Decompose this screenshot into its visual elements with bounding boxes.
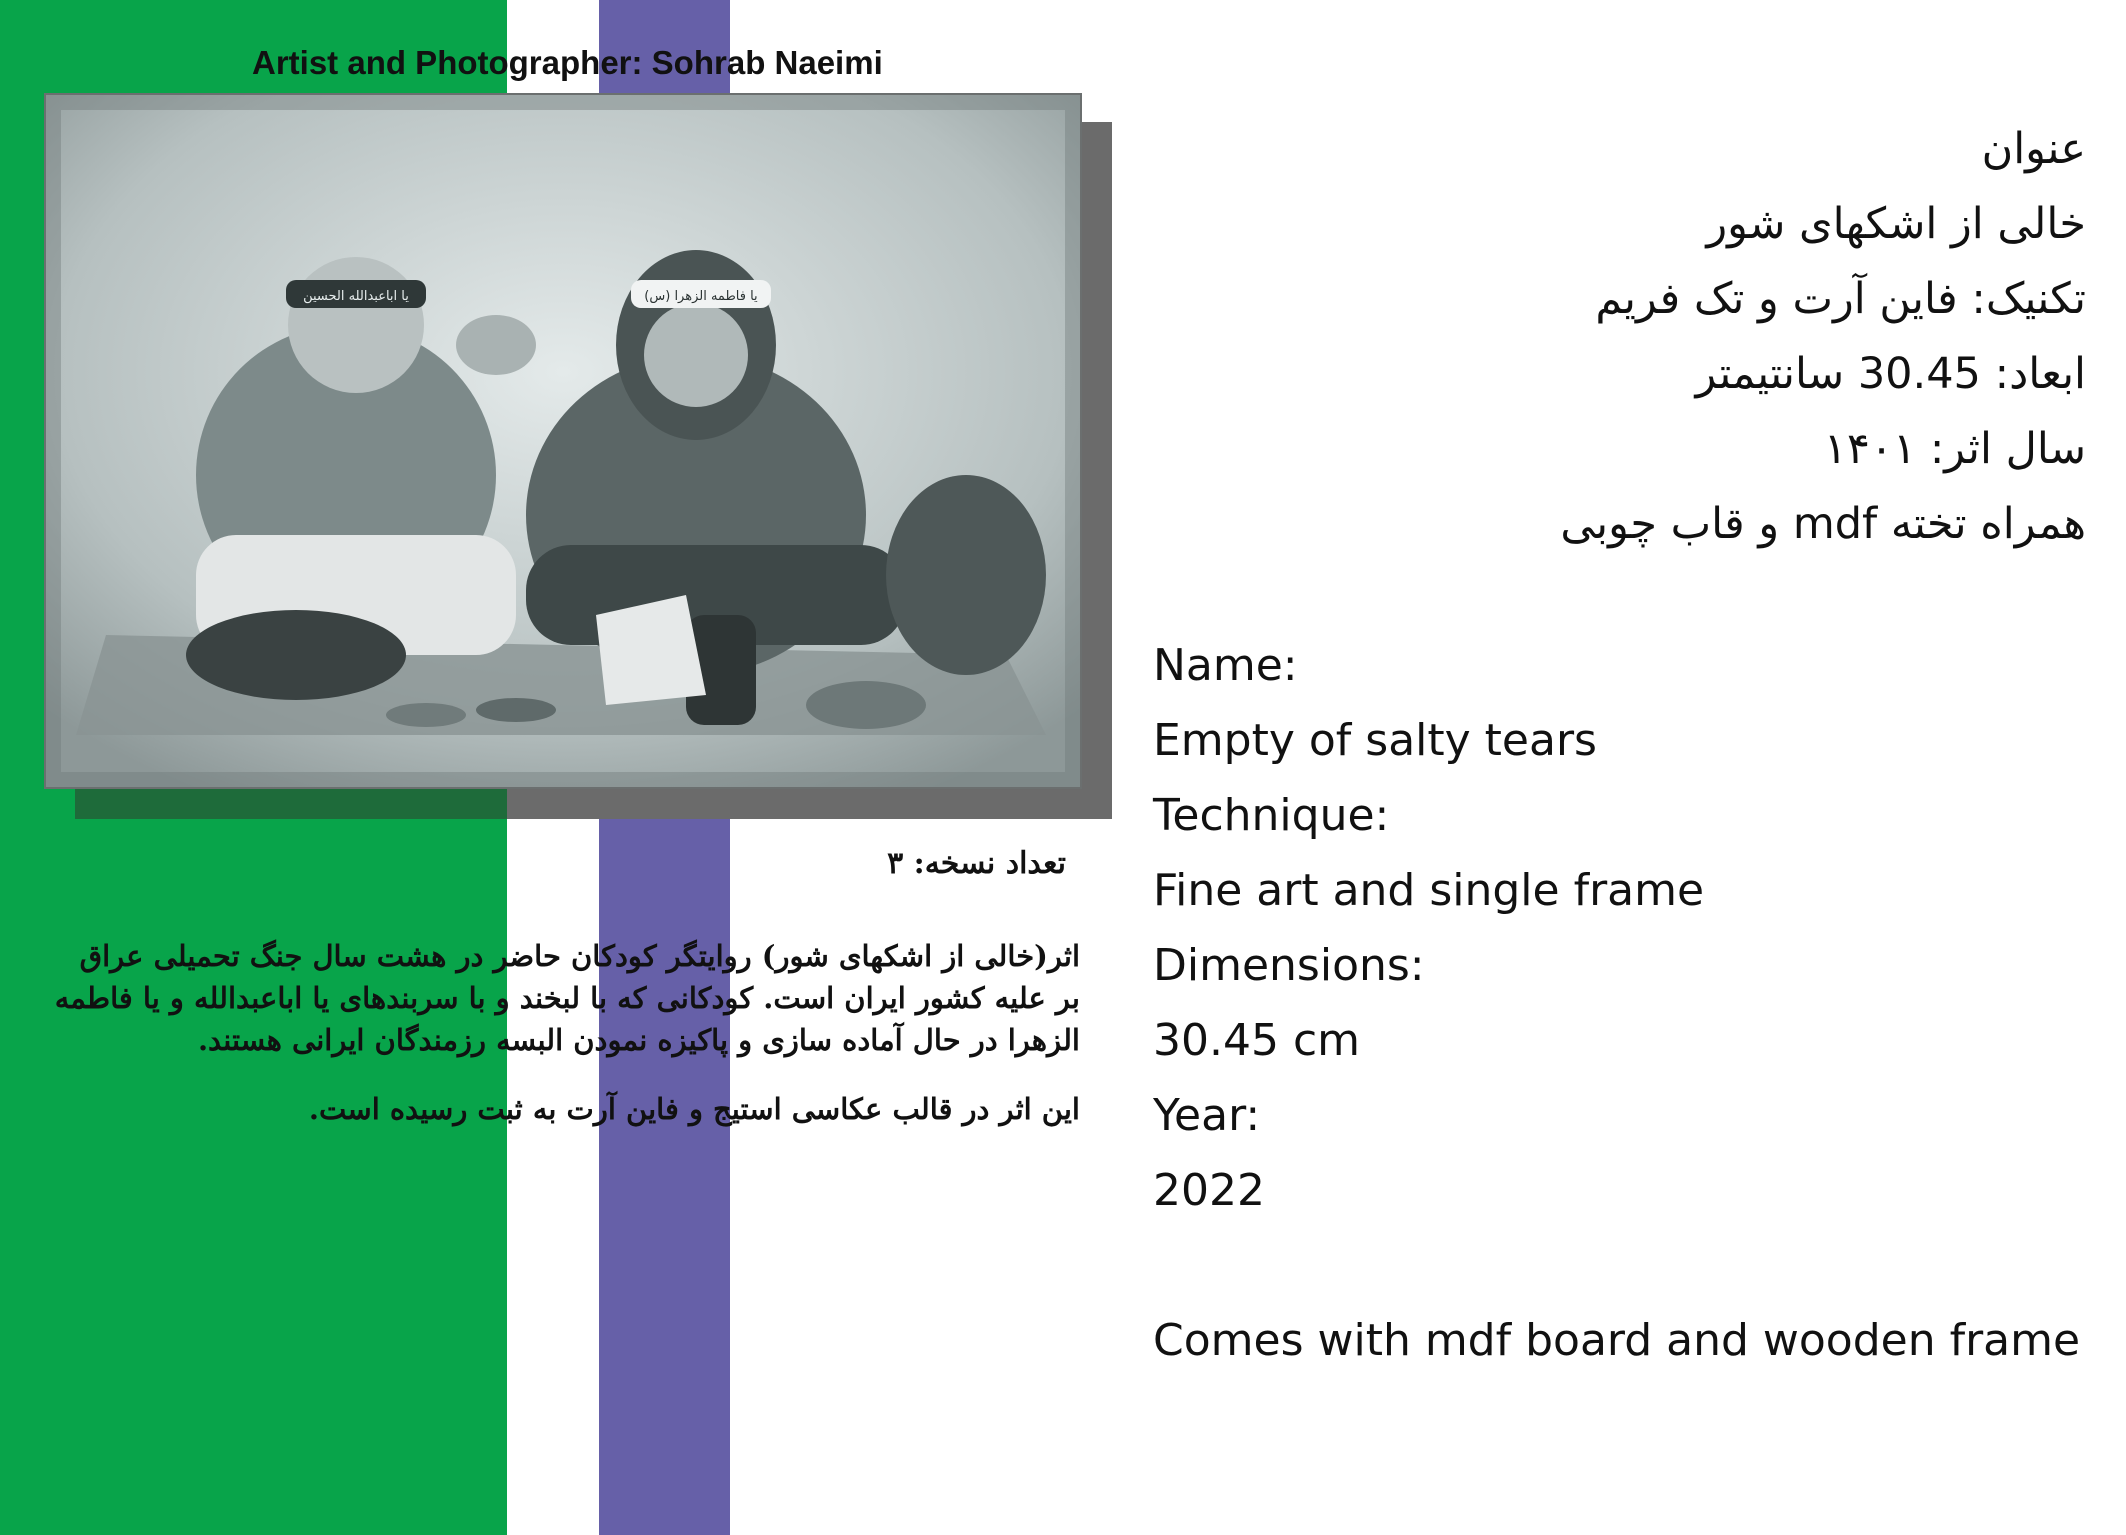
en-extra: Comes with mdf board and wooden frame (1153, 1315, 2081, 1366)
en-year-value: 2022 (1153, 1165, 1265, 1216)
description-line: الزهرا در حال آماده سازی و پاکیزه نمودن البسه رزمندگان ایرانی هستند. (197, 1023, 1080, 1057)
en-dimensions-value: 30.45 cm (1153, 1015, 1361, 1066)
persian-description (20, 935, 1080, 1061)
en-year-label: Year: (1153, 1090, 1261, 1141)
en-name-value: Empty of salty tears (1153, 715, 1597, 766)
persian-info-block (1186, 112, 2086, 562)
artist-credit: Artist and Photographer: Sohrab Naeimi (252, 44, 883, 81)
fa-title-label: عنوان (1981, 124, 2086, 174)
en-technique-value: Fine art and single frame (1153, 865, 1705, 916)
fa-title-value: خالی از اشکهای شور (1706, 199, 2086, 249)
persian-registration-note: این اثر در قالب عکاسی استیج و فاین آرت به ثبت رسیده است. (308, 1092, 1080, 1126)
en-technique-label: Technique: (1153, 790, 1390, 841)
headband-left-text: یا اباعبدالله الحسین (303, 289, 409, 304)
artwork-photo (44, 93, 1082, 789)
description-line: اثر(خالی از اشکهای شور) روایتگر کودکان حاضر در هشت سال جنگ تحمیلی عراق (79, 939, 1080, 973)
artwork-photo-illustration (46, 95, 1080, 787)
fa-technique: تکنیک: فاین آرت و تک فریم (1595, 274, 2086, 324)
en-dimensions-label: Dimensions: (1153, 940, 1425, 991)
description-line: بر علیه کشور ایران است. کودکانی که با لبخند و با سربندهای یا اباعبدالله و یا فاطمه (54, 981, 1080, 1015)
spacer (1153, 1228, 2080, 1303)
fa-extra: همراه تخته mdf و قاب چوبی (1560, 499, 2086, 549)
headband-right-text: یا فاطمه الزهرا (س) (644, 289, 758, 304)
english-info-block (1153, 628, 2080, 1378)
fa-year: سال اثر: ۱۴۰۱ (1823, 424, 2086, 474)
fa-dimensions: ابعاد: 30.45 سانتیمتر (1695, 349, 2086, 399)
en-name-label: Name: (1153, 640, 1298, 691)
copies-count: تعداد نسخه: ۳ (887, 846, 1066, 881)
